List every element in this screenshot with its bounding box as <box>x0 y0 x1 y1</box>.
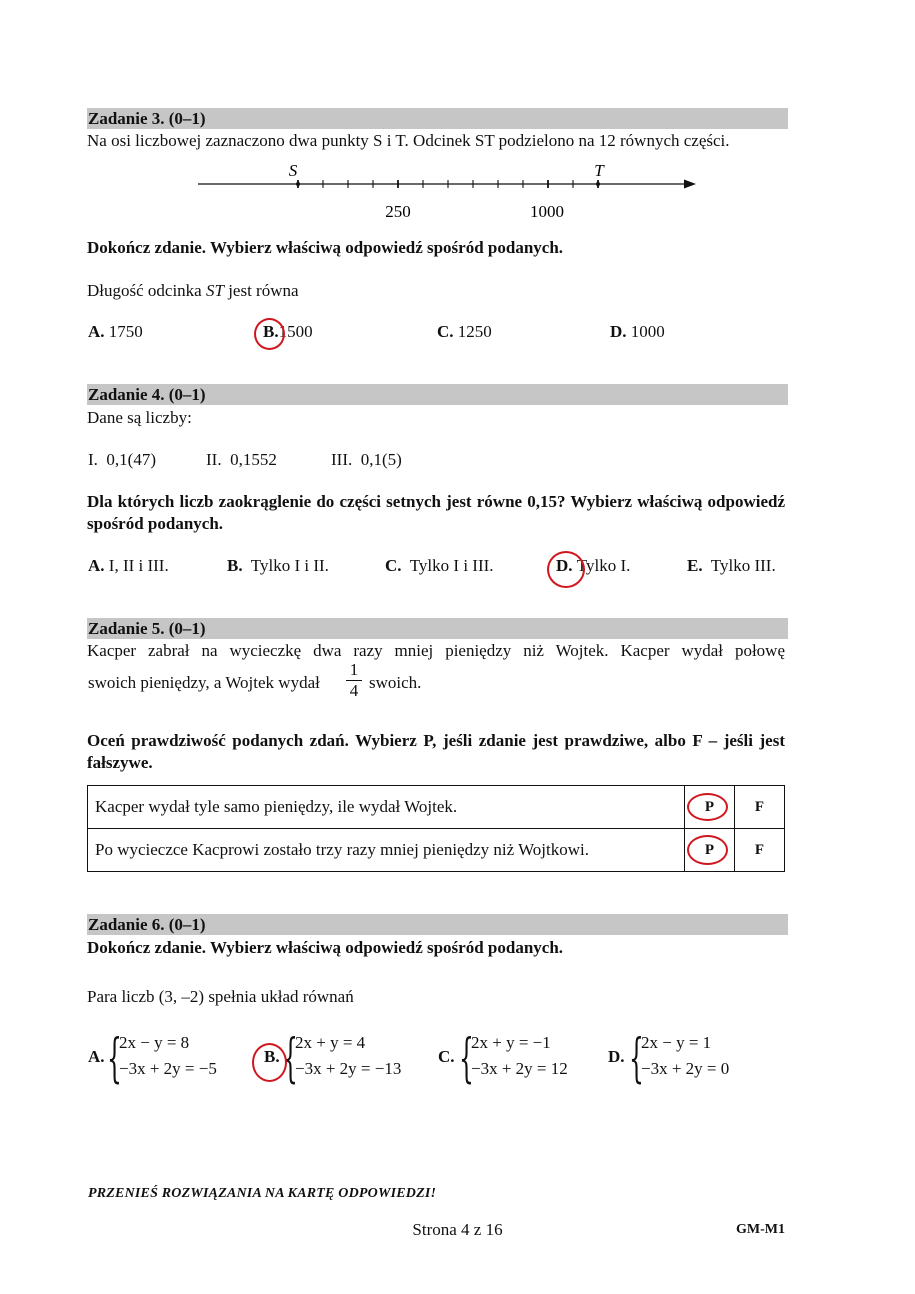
task3-option-c[interactable]: C. 1250 <box>437 322 492 341</box>
number-line <box>190 158 710 228</box>
fraction-denominator: 4 <box>346 680 362 701</box>
fraction-numerator: 1 <box>349 660 359 679</box>
task4-option-d[interactable]: D. Tylko I. <box>556 556 631 575</box>
task6-option-c-letter[interactable]: C. <box>438 1047 455 1066</box>
task4-instruction: Dla których liczb zaokrąglenie do części setnych jest równe 0,15? Wybierz właściwą odpowiedź spośród podanych. <box>87 492 785 533</box>
task3-header: Zadanie 3. (0–1) <box>87 108 788 129</box>
task4-header: Zadanie 4. (0–1) <box>87 384 788 405</box>
task4-option-c[interactable]: C. Tylko I i III. <box>385 556 494 575</box>
answer-mark-circle <box>547 551 585 588</box>
task3-question: Długość odcinka ST jest równa <box>87 281 299 300</box>
task4-option-e[interactable]: E. Tylko III. <box>687 556 776 575</box>
task5-intro-line2-b: swoich. <box>369 673 422 692</box>
point-s-label: S <box>288 161 298 180</box>
task6-question: Para liczb (3, –2) spełnia układ równań <box>87 987 354 1006</box>
task4-option-a[interactable]: A. I, II i III. <box>88 556 169 575</box>
answer-mark-circle <box>254 318 285 350</box>
option-f-1[interactable]: F <box>735 786 785 829</box>
option-p-1[interactable]: P <box>685 786 735 829</box>
option-p-2[interactable]: P <box>685 829 735 872</box>
task6-option-d-letter[interactable]: D. <box>608 1047 625 1066</box>
footer-notice: PRZENIEŚ ROZWIĄZANIA NA KARTĘ ODPOWIEDZI! <box>88 1186 437 1201</box>
point-marker <box>296 182 300 186</box>
statement-2: Po wycieczce Kacprowi zostało trzy razy mniej pieniędzy niż Wojtkowi. <box>88 829 685 872</box>
task3-option-b[interactable]: B.1500 <box>263 322 313 341</box>
task3-option-a[interactable]: A. 1750 <box>88 322 143 341</box>
task3-instruction: Dokończ zdanie. Wybierz właściwą odpowiedź spośród podanych. <box>87 238 564 257</box>
answer-mark-circle <box>252 1043 287 1082</box>
tick-label-250: 250 <box>385 202 411 221</box>
point-t-label: T <box>594 161 604 180</box>
brace-icon: { <box>459 1029 474 1089</box>
task5-header: Zadanie 5. (0–1) <box>87 618 788 639</box>
task4-option-b[interactable]: B. Tylko I i II. <box>227 556 329 575</box>
brace-icon: { <box>283 1029 298 1089</box>
tick-label-1000: 1000 <box>530 202 564 221</box>
task5-instruction: Oceń prawdziwość podanych zdań. Wybierz P, jeśli zdanie jest prawdziwe, albo F – jeśli jest fałszywe. <box>87 731 785 772</box>
task4-number-2: II. 0,1552 <box>206 450 277 469</box>
task5-intro-line1: Kacper zabrał na wycieczkę dwa razy mniej pieniędzy niż Wojtek. Kacper wydał połowę <box>87 641 785 660</box>
brace-icon: { <box>629 1029 644 1089</box>
task5-intro-line2-a: swoich pieniędzy, a Wojtek wydał <box>88 673 320 692</box>
task4-number-1: I. 0,1(47) <box>88 450 156 469</box>
true-false-table <box>87 785 785 872</box>
table-row <box>88 829 785 872</box>
page-number: Strona 4 z 16 <box>412 1220 503 1239</box>
statement-1: Kacper wydał tyle samo pieniędzy, ile wydał Wojtek. <box>88 786 685 829</box>
task4-intro: Dane są liczby: <box>87 408 192 427</box>
task6-instruction: Dokończ zdanie. Wybierz właściwą odpowiedź spośród podanych. <box>87 938 564 957</box>
task6-option-a-letter[interactable]: A. <box>88 1047 105 1066</box>
task6-header: Zadanie 6. (0–1) <box>87 914 788 935</box>
exam-code: GM-M1 <box>736 1222 785 1237</box>
brace-icon: { <box>107 1029 122 1089</box>
task3-option-d[interactable]: D. 1000 <box>610 322 665 341</box>
fraction <box>346 660 362 701</box>
task3-intro: Na osi liczbowej zaznaczono dwa punkty S i T. Odcinek ST podzielono na 12 równych części. <box>87 131 730 150</box>
task4-number-3: III. 0,1(5) <box>331 450 402 469</box>
option-f-2[interactable]: F <box>735 829 785 872</box>
arrow-head <box>684 180 696 189</box>
answer-mark-circle <box>687 835 728 865</box>
task6-option-b-letter[interactable]: B. <box>264 1047 280 1066</box>
point-marker <box>596 182 600 186</box>
answer-mark-circle <box>687 793 728 821</box>
table-row <box>88 786 785 829</box>
